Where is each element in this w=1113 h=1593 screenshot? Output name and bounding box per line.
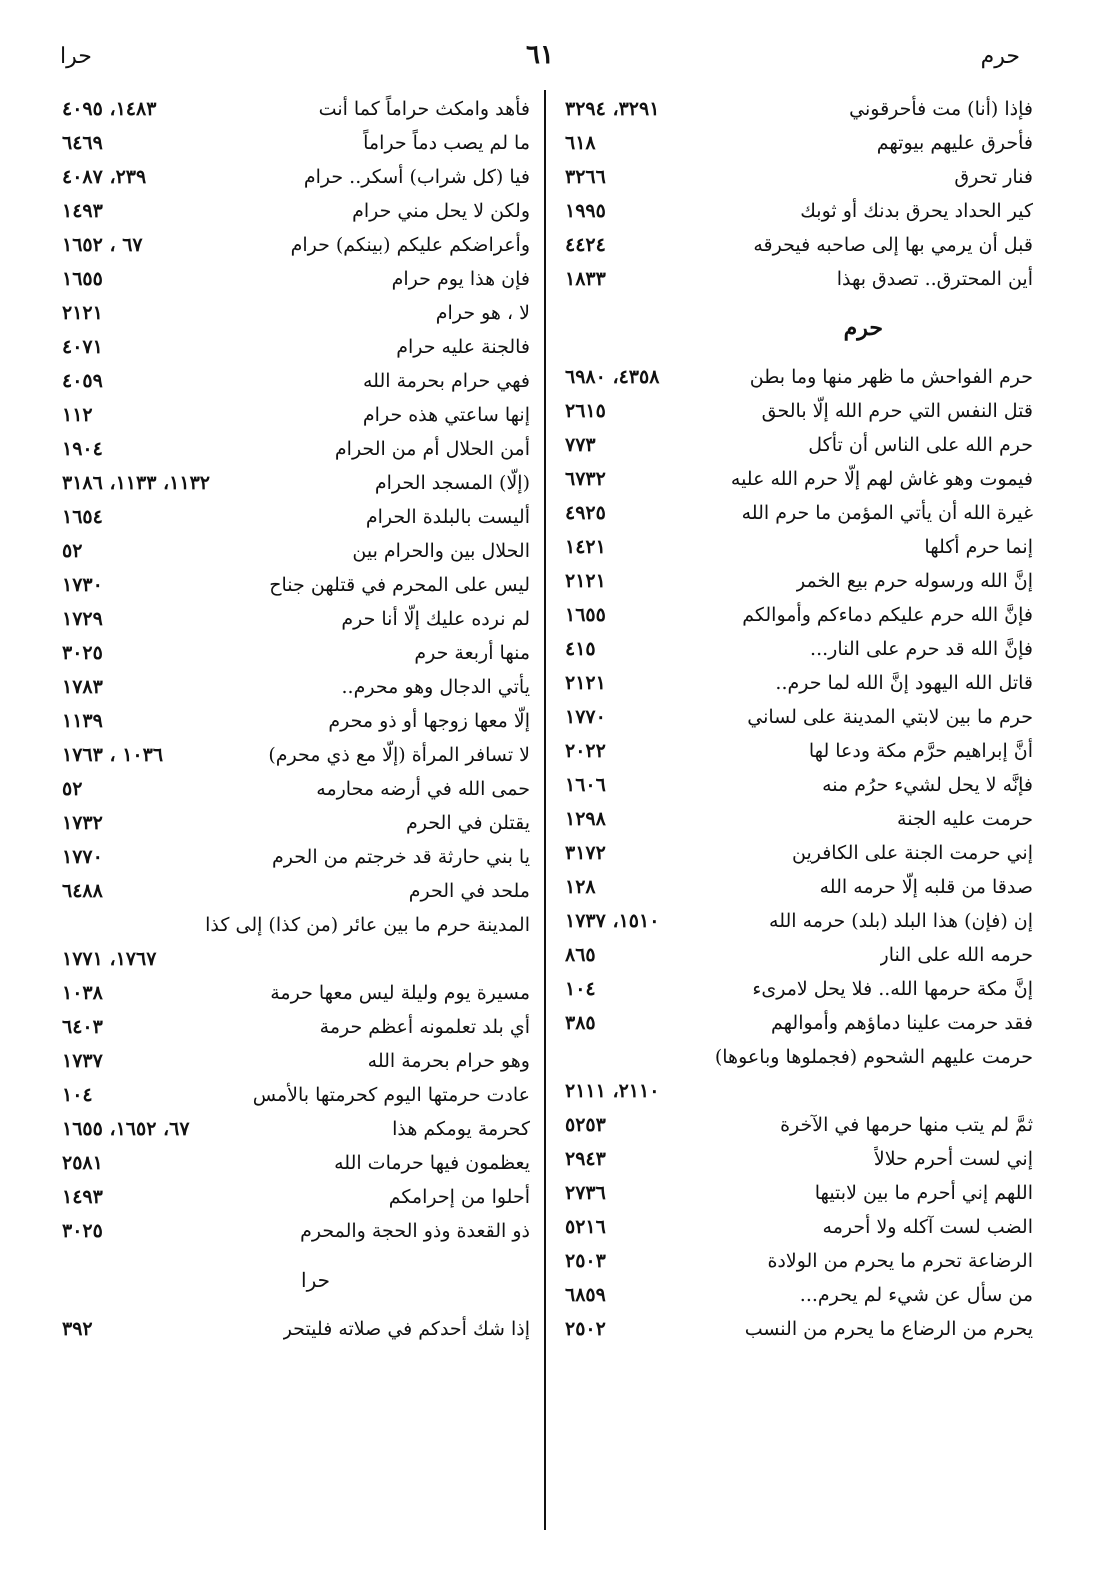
entry-refs: ٤٠٥٩ xyxy=(60,364,103,398)
entry-text: حرمت عليه الجنة xyxy=(897,808,1033,830)
entry-text: ذو القعدة وذو الحجة والمحرم xyxy=(300,1220,530,1242)
index-entry xyxy=(563,836,1033,870)
index-entry xyxy=(60,738,530,772)
entry-refs: ٦٤٨٨ xyxy=(60,874,103,908)
index-entry xyxy=(563,1176,1033,1210)
entry-text: يا بني حارثة قد خرجتم من الحرم xyxy=(272,846,530,868)
index-entry xyxy=(563,1312,1033,1346)
index-entry xyxy=(563,632,1033,666)
index-entry xyxy=(563,228,1033,262)
entry-refs: ١٦٥٥ xyxy=(60,262,103,296)
entry-text: أنَّ إبراهيم حرَّم مكة ودعا لها xyxy=(808,740,1033,762)
entry-text: إني حرمت الجنة على الكافرين xyxy=(791,842,1033,864)
index-entry xyxy=(60,670,530,704)
entry-text: أليست بالبلدة الحرام xyxy=(365,506,530,528)
index-entry xyxy=(563,1244,1033,1278)
entry-text: المدينة حرم ما بين عائر (من كذا) إلى كذا xyxy=(205,914,530,936)
entry-text: إنَّ الله ورسوله حرم بيع الخمر xyxy=(796,570,1033,592)
entry-text: يحرم من الرضاع ما يحرم من النسب xyxy=(744,1318,1033,1340)
entry-text: فيموت وهو غاش لهم إلّا حرم الله عليه xyxy=(730,468,1033,490)
entry-refs: ١٤٩٣ xyxy=(60,1180,103,1214)
index-entry xyxy=(60,262,530,296)
right-column xyxy=(563,92,1033,1346)
entry-refs: ١٧٨٣ xyxy=(60,670,103,704)
entry-refs: ٧٧٣ xyxy=(563,428,596,462)
index-entry xyxy=(563,1210,1033,1244)
index-entry xyxy=(60,160,530,194)
entry-text: إن (فإن) هذا البلد (بلد) حرمه الله xyxy=(769,910,1033,932)
entry-refs: ١٧٣٠ xyxy=(60,568,103,602)
section-heading-text: حرا xyxy=(301,1268,330,1292)
entry-text: أي بلد تعلمونه أعظم حرمة xyxy=(319,1016,530,1038)
entry-refs: ١٧٦٧، ١٧٧١ xyxy=(60,942,156,976)
entry-refs: ١٧٣٧ xyxy=(60,1044,103,1078)
index-entry xyxy=(60,432,530,466)
entry-refs: ١٢٩٨ xyxy=(563,802,606,836)
header-left-word: حرا xyxy=(60,44,92,69)
entry-text: منها أربعة حرم xyxy=(414,642,530,664)
entry-refs: ١٢٨ xyxy=(563,870,596,904)
entry-text: فنار تحرق xyxy=(954,166,1033,188)
entry-refs: ٣٠٢٥ xyxy=(60,636,103,670)
entry-refs: ٣٢٩١، ٣٢٩٤ xyxy=(563,92,659,126)
entry-refs: ٦٤٦٩ xyxy=(60,126,103,160)
entry-refs: ١١٣٩ xyxy=(60,704,103,738)
entry-text: لا ، هو حرام xyxy=(435,302,530,324)
entry-refs: ٦٧ ، ١٦٥٢ xyxy=(60,228,143,262)
entry-text: إني لست أحرم حلالاً xyxy=(873,1148,1033,1170)
index-entry xyxy=(60,194,530,228)
index-entry xyxy=(563,1108,1033,1142)
index-entry xyxy=(60,228,530,262)
section-heading-text: حرم xyxy=(843,315,883,341)
index-entry xyxy=(563,598,1033,632)
entry-refs: ١٠٣٨ xyxy=(60,976,103,1010)
index-entry xyxy=(563,92,1033,126)
entry-text: ليس على المحرم في قتلهن جناح xyxy=(269,574,530,596)
entry-text: لم نرده عليك إلّا أنا حرم xyxy=(341,608,530,630)
entry-text: عادت حرمتها اليوم كحرمتها بالأمس xyxy=(252,1084,530,1106)
index-entry xyxy=(60,602,530,636)
entry-text: حرمت عليهم الشحوم (فجملوها وباعوها) xyxy=(714,1046,1033,1068)
index-entry xyxy=(60,1044,530,1078)
index-entry xyxy=(563,564,1033,598)
entry-text: إنما حرم أكلها xyxy=(924,536,1033,558)
index-entry xyxy=(563,938,1033,972)
entry-text: فقد حرمت علينا دماؤهم وأموالهم xyxy=(771,1012,1033,1034)
entry-text: فهي حرام بحرمة الله xyxy=(362,370,530,392)
entry-refs: ٢٩٤٣ xyxy=(563,1142,606,1176)
entry-refs: ١٤٢١ xyxy=(563,530,606,564)
entry-refs: ٥٢ xyxy=(60,772,82,806)
entry-refs: ٤٠٧١ xyxy=(60,330,103,364)
index-entry xyxy=(60,840,530,874)
entry-refs: ١٦٥٤ xyxy=(60,500,103,534)
entry-text: الضب لست آكله ولا أحرمه xyxy=(822,1216,1033,1238)
entry-refs: ١١٣٢، ١١٣٣، ٣١٨٦ xyxy=(60,466,210,500)
index-entry xyxy=(563,1006,1033,1040)
entry-text: حرم الفواحش ما ظهر منها وما بطن xyxy=(749,366,1033,388)
index-entry xyxy=(60,942,530,976)
index-entry xyxy=(60,126,530,160)
entry-refs: ٤٤٢٤ xyxy=(563,228,606,262)
entry-refs: ٢١٢١ xyxy=(60,296,103,330)
index-entry xyxy=(563,768,1033,802)
entry-text: حرمه الله على النار xyxy=(879,944,1033,966)
index-entry xyxy=(563,802,1033,836)
entry-refs: ٦٤٠٣ xyxy=(60,1010,103,1044)
entry-refs: ٣١٧٢ xyxy=(563,836,606,870)
entry-text: يأتي الدجال وهو محرم.. xyxy=(341,676,530,698)
index-entry xyxy=(563,428,1033,462)
entry-text: لا تسافر المرأة (إلّا مع ذي محرم) xyxy=(268,744,530,766)
index-entry xyxy=(60,976,530,1010)
entry-refs: ٦٧، ١٦٥٢، ١٦٥٥ xyxy=(60,1112,190,1146)
entry-refs: ١٧٢٩ xyxy=(60,602,103,636)
index-entry xyxy=(563,462,1033,496)
entry-refs: ١٠٣٦ ، ١٧٦٣ xyxy=(60,738,163,772)
index-entry xyxy=(563,700,1033,734)
entry-text: غيرة الله أن يأتي المؤمن ما حرم الله xyxy=(741,502,1033,524)
entry-text: إنها ساعتي هذه حرام xyxy=(362,404,530,426)
entry-text: الرضاعة تحرم ما يحرم من الولادة xyxy=(767,1250,1033,1272)
entry-refs: ٣٠٢٥ xyxy=(60,1214,103,1248)
entry-refs: ٥٢٥٣ xyxy=(563,1108,606,1142)
entry-refs: ٤١٥ xyxy=(563,632,596,666)
entry-refs: ٢٧٣٦ xyxy=(563,1176,606,1210)
entry-text: وهو حرام بحرمة الله xyxy=(367,1050,530,1072)
index-entry xyxy=(563,160,1033,194)
entry-refs: ١٤٨٣، ٤٠٩٥ xyxy=(60,92,156,126)
index-entry xyxy=(60,772,530,806)
entry-refs: ١٦٠٦ xyxy=(563,768,606,802)
index-entry xyxy=(563,904,1033,938)
index-entry xyxy=(60,364,530,398)
page-header xyxy=(60,34,1020,74)
entry-refs: ١٤٩٣ xyxy=(60,194,103,228)
left-column xyxy=(60,92,530,1346)
entry-text: من سأل عن شيء لم يحرم... xyxy=(799,1284,1033,1306)
entry-refs: ٢٠٢٢ xyxy=(563,734,606,768)
entry-text: فإن هذا يوم حرام xyxy=(391,268,530,290)
section-heading xyxy=(563,296,1033,360)
entry-text: أمن الحلال أم من الحرام xyxy=(334,438,530,460)
entry-text: إنَّ مكة حرمها الله.. فلا يحل لامرىء xyxy=(752,978,1033,1000)
entry-refs: ٢٥٠٣ xyxy=(563,1244,606,1278)
entry-refs: ١٦٥٥ xyxy=(563,598,606,632)
index-entry xyxy=(60,874,530,908)
entry-text: مسيرة يوم وليلة ليس معها حرمة xyxy=(270,982,530,1004)
entry-text: حرم الله على الناس أن تأكل xyxy=(808,434,1033,456)
index-entry xyxy=(563,360,1033,394)
entry-text: (إلّا) المسجد الحرام xyxy=(374,472,530,494)
index-entry xyxy=(563,1074,1033,1108)
entry-refs: ٢٥٠٢ xyxy=(563,1312,606,1346)
entry-refs: ٢٣٩، ٤٠٨٧ xyxy=(60,160,146,194)
index-entry xyxy=(60,92,530,126)
index-entry xyxy=(563,1278,1033,1312)
entry-text: يعظمون فيها حرمات الله xyxy=(334,1152,530,1174)
index-entry xyxy=(60,466,530,500)
header-right-word: حرم xyxy=(980,44,1020,69)
entry-refs: ١٥١٠، ١٧٣٧ xyxy=(563,904,659,938)
entry-text: فأهد وامكث حراماً كما أنت xyxy=(318,98,530,120)
entry-text: قبل أن يرمي بها إلى صاحبه فيحرقه xyxy=(753,234,1033,256)
index-entry xyxy=(563,530,1033,564)
entry-text: فالجنة عليه حرام xyxy=(396,336,530,358)
index-entry xyxy=(60,1112,530,1146)
index-entry xyxy=(563,870,1033,904)
entry-refs: ٣٢٦٦ xyxy=(563,160,606,194)
index-entry xyxy=(563,262,1033,296)
index-entry xyxy=(563,1040,1033,1074)
entry-refs: ٢١٢١ xyxy=(563,666,606,700)
entry-refs: ٣٨٥ xyxy=(563,1006,596,1040)
index-entry xyxy=(563,734,1033,768)
entry-text: ولكن لا يحل مني حرام xyxy=(352,200,530,222)
entry-text: إلّا معها زوجها أو ذو محرم xyxy=(328,710,530,732)
column-divider xyxy=(544,90,546,1530)
entry-refs: ٤٣٥٨، ٦٩٨٠ xyxy=(563,360,659,394)
entry-refs: ٣٩٢ xyxy=(60,1312,93,1346)
entry-refs: ٨٦٥ xyxy=(563,938,596,972)
entry-text: صدقا من قلبه إلّا حرمه الله xyxy=(819,876,1033,898)
index-entry xyxy=(563,126,1033,160)
index-entry xyxy=(60,500,530,534)
entry-refs: ١١٢ xyxy=(60,398,93,432)
entry-text: فإذا (أنا) مت فأحرقوني xyxy=(849,98,1033,120)
entry-refs: ٥٢١٦ xyxy=(563,1210,606,1244)
entry-text: وأعراضكم عليكم (بينكم) حرام xyxy=(290,234,530,256)
entry-text: فإنَّ الله قد حرم على النار... xyxy=(810,638,1033,660)
entry-text: حرم ما بين لابتي المدينة على لساني xyxy=(747,706,1033,728)
entry-refs: ١٩٩٥ xyxy=(563,194,606,228)
entry-refs: ٢٦١٥ xyxy=(563,394,606,428)
entry-refs: ١٧٧٠ xyxy=(563,700,606,734)
page-number: ٦١ xyxy=(526,40,554,70)
index-entry xyxy=(563,1142,1033,1176)
index-entry xyxy=(563,972,1033,1006)
entry-refs: ٤٩٢٥ xyxy=(563,496,606,530)
index-entry xyxy=(60,534,530,568)
entry-refs: ١٩٠٤ xyxy=(60,432,103,466)
entry-text: ما لم يصب دماً حراماً xyxy=(363,132,530,154)
index-entry xyxy=(60,1146,530,1180)
entry-refs: ١٠٤ xyxy=(60,1078,93,1112)
entry-text: قاتل الله اليهود إنَّ الله لما حرم.. xyxy=(775,672,1033,694)
entry-text: حمى الله في أرضه محارمه xyxy=(316,778,530,800)
index-entry xyxy=(60,806,530,840)
entry-refs: ١٧٧٠ xyxy=(60,840,103,874)
entry-refs: ١٠٤ xyxy=(563,972,596,1006)
index-entry xyxy=(60,568,530,602)
entry-text: الحلال بين والحرام بين xyxy=(352,540,530,562)
entry-text: كير الحداد يحرق بدنك أو ثوبك xyxy=(800,200,1033,222)
entry-refs: ٦٨٥٩ xyxy=(563,1278,606,1312)
entry-text: ملحد في الحرم xyxy=(408,880,530,902)
entry-text: أحلوا من إحرامكم xyxy=(388,1186,530,1208)
entry-refs: ٥٢ xyxy=(60,534,82,568)
entry-text: فإنَّ الله حرم عليكم دماءكم وأموالكم xyxy=(742,604,1033,626)
index-entry xyxy=(60,330,530,364)
index-entry xyxy=(60,704,530,738)
entry-refs: ١٨٣٣ xyxy=(563,262,606,296)
entry-text: إذا شك أحدكم في صلاته فليتحر xyxy=(282,1318,530,1340)
entry-text: فأحرق عليهم بيوتهم xyxy=(876,132,1033,154)
index-entry xyxy=(60,908,530,942)
entry-refs: ٦١٨ xyxy=(563,126,596,160)
entry-text: قتل النفس التي حرم الله إلّا بالحق xyxy=(761,400,1033,422)
index-entry xyxy=(60,636,530,670)
entry-refs: ٦٧٣٢ xyxy=(563,462,606,496)
index-entry xyxy=(563,194,1033,228)
index-entry xyxy=(60,1214,530,1248)
index-entry xyxy=(60,1078,530,1112)
index-entry xyxy=(60,1312,530,1346)
entry-refs: ٢٥٨١ xyxy=(60,1146,103,1180)
entry-text: فيا (كل شراب) أسكر.. حرام xyxy=(303,166,530,188)
entry-text: يقتلن في الحرم xyxy=(406,812,530,834)
entry-text: فإنَّه لا يحل لشيء حرُم منه xyxy=(822,774,1033,796)
entry-refs: ٢١١٠، ٢١١١ xyxy=(563,1074,659,1108)
index-entry xyxy=(60,1010,530,1044)
index-entry xyxy=(563,666,1033,700)
index-entry xyxy=(60,1180,530,1214)
index-entry xyxy=(563,496,1033,530)
entry-text: ثمَّ لم يتب منها حرمها في الآخرة xyxy=(780,1114,1033,1136)
entry-text: أين المحترق.. تصدق بهذا xyxy=(836,268,1033,290)
index-entry xyxy=(563,394,1033,428)
index-entry xyxy=(60,398,530,432)
index-entry xyxy=(60,296,530,330)
entry-refs: ٢١٢١ xyxy=(563,564,606,598)
section-heading xyxy=(60,1248,530,1312)
entry-text: كحرمة يومكم هذا xyxy=(392,1118,530,1140)
entry-text: اللهم إني أحرم ما بين لابتيها xyxy=(814,1182,1033,1204)
entry-refs: ١٧٣٢ xyxy=(60,806,103,840)
